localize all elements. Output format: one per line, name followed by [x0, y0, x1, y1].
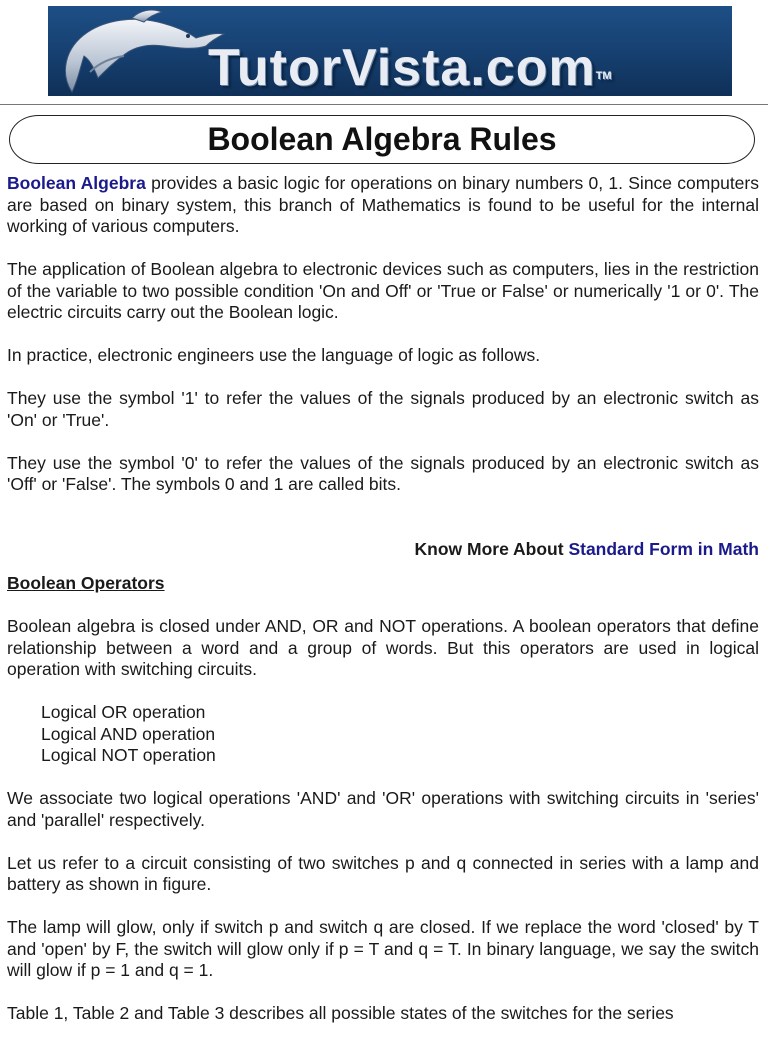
section-intro: Boolean algebra is closed under AND, OR and NOT operations. A boolean operators that define relationship between a word and a group of words. But this operators are used in logical operation with switching circuits. [7, 616, 759, 679]
operations-list [7, 702, 759, 767]
intro-text: provides a basic logic for operations on binary numbers 0, 1. Since computers are based on binary system, this branch of Mathematics is found to be useful for the internal working of various computers. [7, 173, 759, 236]
paragraph: The lamp will glow, only if switch p and switch q are closed. If we replace the word 'closed' by T and 'open' by F, the switch will glow only if p = T and q = T. In binary language, we say the switch will glow if p = 1 and q = 1. [7, 917, 759, 980]
paragraph: Let us refer to a circuit consisting of two switches p and q connected in series with a lamp and battery as shown in figure. [7, 852, 759, 894]
boolean-algebra-link[interactable]: Boolean Algebra [7, 173, 146, 193]
brand-logo-text: TutorVista.com™ [208, 39, 612, 96]
title-box [9, 115, 755, 164]
list-item: Logical OR operation [41, 702, 206, 722]
paragraph: In practice, electronic engineers use the language of logic as follows. [7, 345, 541, 365]
article-body [7, 173, 759, 1046]
list-item: Logical AND operation [41, 723, 216, 744]
section-heading: Boolean Operators [7, 573, 165, 593]
list-item: Logical NOT operation [41, 745, 216, 765]
standard-form-link[interactable]: Standard Form in Math [568, 538, 759, 559]
banner-divider [0, 104, 768, 105]
paragraph: Table 1, Table 2 and Table 3 describes all possible states of the switches for the series [7, 1003, 674, 1023]
paragraph: The application of Boolean algebra to electronic devices such as computers, lies in the restriction of the variable to two possible condition 'On and Off' or 'True or False' or numerically '1 or 0'. The electric circuits carry out the Boolean logic. [7, 259, 759, 322]
know-more-line [7, 539, 759, 561]
page-title: Boolean Algebra Rules [207, 121, 557, 157]
intro-paragraph [7, 173, 759, 238]
trademark-mark: TM [595, 70, 612, 82]
paragraph: They use the symbol '1' to refer the values of the signals produced by an electronic switch as 'On' or 'True'. [7, 388, 759, 430]
paragraph: They use the symbol '0' to refer the values of the signals produced by an electronic switch as 'Off' or 'False'. The symbols 0 and 1 are called bits. [7, 452, 759, 494]
paragraph: We associate two logical operations 'AND' and 'OR' operations with switching circuits in 'series' and 'parallel' respectively. [7, 788, 759, 830]
tutorvista-banner[interactable] [48, 6, 732, 96]
know-more-prefix: Know More About [414, 538, 569, 559]
